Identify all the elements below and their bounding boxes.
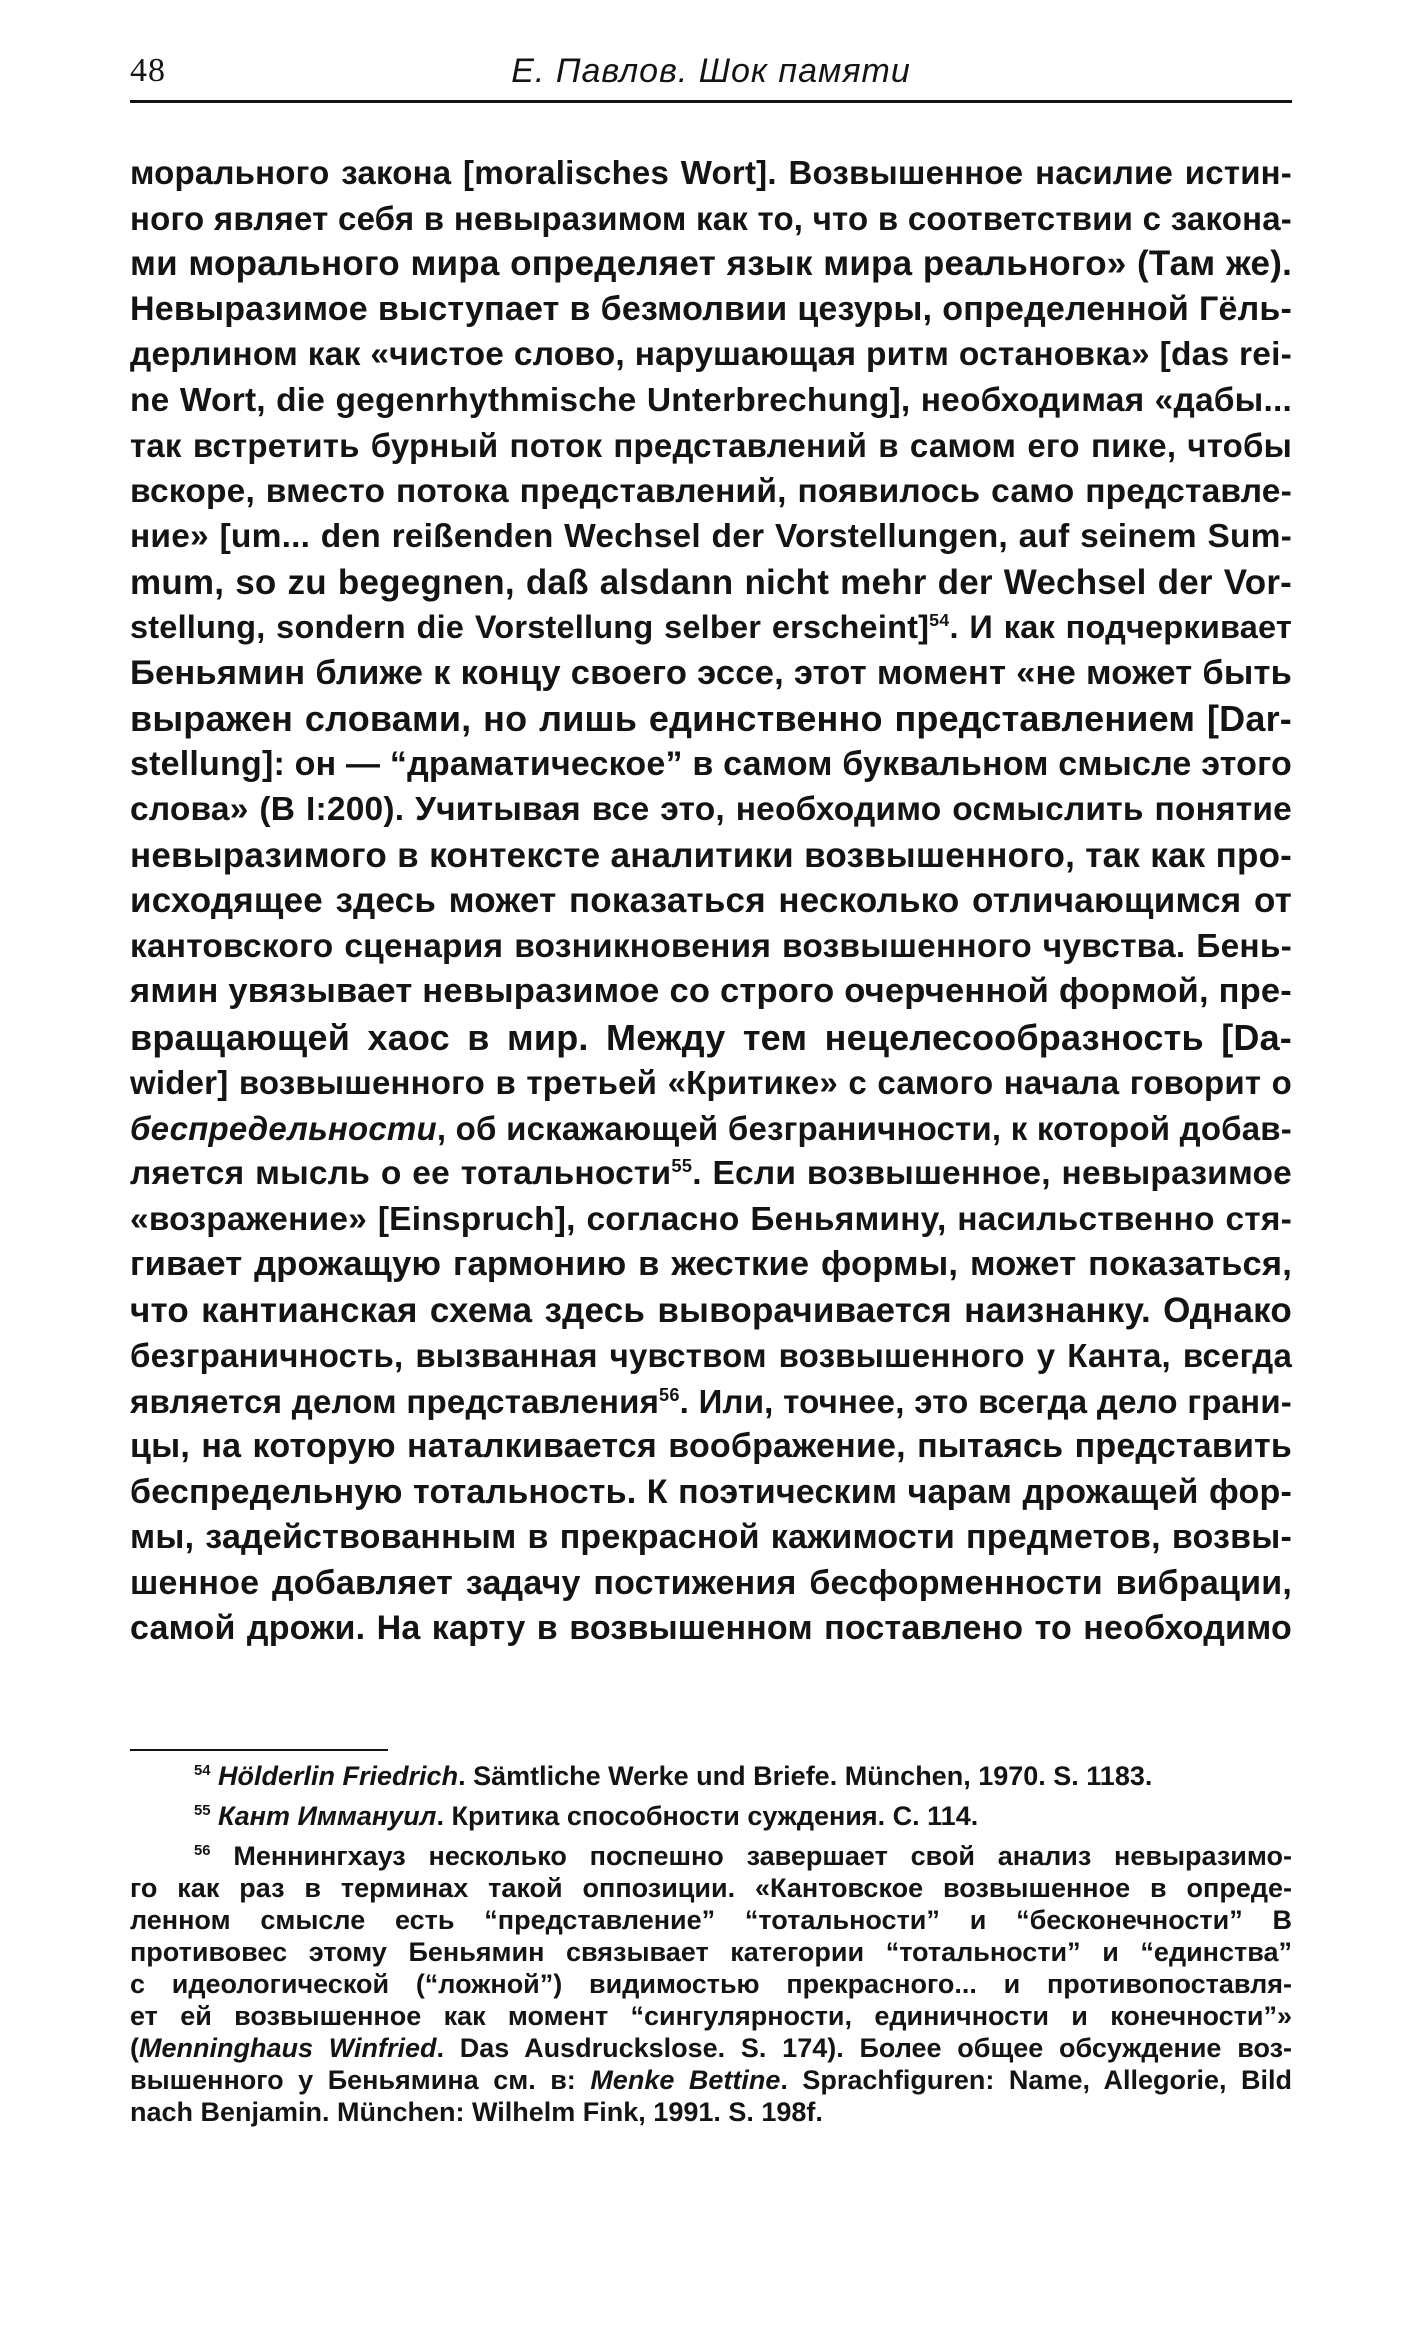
text-fragment: . Если возвышенное, невыразимое bbox=[692, 1155, 1292, 1192]
footnote-ref-56: 56 bbox=[659, 1384, 680, 1405]
footnote-text: Меннингхауз несколько поспешно завершает свой анализ невыразимо- bbox=[233, 1841, 1292, 1871]
text-line bbox=[130, 1106, 1292, 1152]
footnote-ref-55: 55 bbox=[671, 1154, 693, 1176]
text-line: мы, задействованным в прекрасной кажимости предметов, возвы- bbox=[130, 1518, 1292, 1556]
footnote-author: Menke Bettine bbox=[590, 2065, 781, 2095]
running-title: Е. Павлов. Шок памяти bbox=[511, 52, 911, 90]
main-text bbox=[130, 150, 1292, 1652]
footnote-author: Menninghaus Winfried bbox=[139, 2033, 437, 2063]
text-line: вращающей хаос в мир. Между тем нецелесообразность [Da- bbox=[130, 1016, 1292, 1058]
text-line: беспредельную тотальность. К поэтическим чарам дрожащей фор- bbox=[130, 1472, 1292, 1511]
header-rule bbox=[130, 100, 1292, 103]
text-line: слова» (B I:200). Учитывая все это, необходимо осмыслить понятие bbox=[130, 791, 1292, 828]
running-head bbox=[130, 52, 1292, 102]
text-line: морального закона [moralisches Wort]. Возвышенное насилие истин- bbox=[130, 154, 1292, 191]
text-line: исходящее здесь может показаться несколько отличающимся от bbox=[130, 881, 1292, 920]
text-line: так встретить бурный поток представлений в самом его пике, чтобы bbox=[130, 427, 1292, 464]
text-line: что кантианская схема здесь выворачивается наизнанку. Однако bbox=[130, 1290, 1292, 1330]
text-fragment: является делом представления bbox=[130, 1382, 660, 1420]
footnote-author: Hölderlin Friedrich bbox=[218, 1761, 459, 1791]
text-line: ного являет себя в невыразимом как то, что в соответствии с закона- bbox=[130, 199, 1292, 237]
footnote-line: го как раз в терминах такой оппозиции. «Кантовское возвышенное в опреде- bbox=[130, 1873, 1292, 1903]
text-line bbox=[130, 605, 1292, 651]
text-fragment: . Или, точнее, это всегда дело грани- bbox=[679, 1382, 1292, 1420]
emphasis-text: беспредельности bbox=[130, 1109, 437, 1147]
text-line: mum, so zu begegnen, daß alsdann nicht mehr der Wechsel der Vor- bbox=[130, 562, 1292, 602]
text-line bbox=[130, 1151, 1292, 1197]
text-fragment: , об искажающей безграничности, к которой добав- bbox=[436, 1109, 1292, 1147]
footnote-text: . Sämtliche Werke und Briefe. München, 1970. S. 1183. bbox=[458, 1761, 1153, 1791]
footnote-line: ет ей возвышенное как момент “сингулярности, единичности и конечности”» bbox=[130, 2001, 1292, 2031]
text-line: цы, на которую наталкивается воображение, пытаясь представить bbox=[130, 1427, 1292, 1465]
text-fragment: stellung, sondern die Vorstellung selber erscheint] bbox=[130, 609, 930, 645]
footnote-author: Кант Иммануил bbox=[218, 1801, 437, 1831]
footnote-text: . Критика способности суждения. С. 114. bbox=[436, 1801, 979, 1831]
text-line: гивает дрожащую гармонию в жесткие формы, может показаться, bbox=[130, 1245, 1292, 1283]
footnote-mark: 55 bbox=[194, 1803, 211, 1819]
footnote-mark: 56 bbox=[194, 1843, 211, 1859]
text-line: stellung]: он — “драматическое” в самом буквальном смысле этого bbox=[130, 744, 1292, 783]
text-line: самой дрожи. На карту в возвышенном поставлено то необходимо bbox=[130, 1609, 1292, 1647]
text-fragment: ляется мысль о ее тотальности bbox=[130, 1155, 672, 1192]
text-line bbox=[130, 1379, 1292, 1425]
text-line: кантовского сценария возникновения возвышенного чувства. Бень- bbox=[130, 927, 1292, 965]
footnote-text: . Sprachfiguren: Name, Allegorie, Bild bbox=[780, 2065, 1293, 2095]
footnote-55 bbox=[130, 1800, 1292, 1832]
text-line: невыразимого в контексте аналитики возвышенного, так как про- bbox=[130, 835, 1292, 875]
footnote-line: с идеологической (“ложной”) видимостью прекрасного... и противопоставля- bbox=[130, 1969, 1292, 1999]
text-line: шенное добавляет задачу постижения бесформенности вибрации, bbox=[130, 1563, 1292, 1602]
footnote-54 bbox=[130, 1760, 1292, 1792]
footnote-ref-54: 54 bbox=[929, 610, 950, 631]
text-fragment: . И как подчеркивает bbox=[949, 609, 1292, 645]
footnote-line: ленном смысле есть “представление” “тотальности” и “бесконечности” В bbox=[130, 1905, 1292, 1935]
footnote-line bbox=[130, 2064, 1292, 2096]
text-line: wider] возвышенного в третьей «Критике» с самого начала говорит о bbox=[130, 1064, 1292, 1101]
text-line: Невыразимое выступает в безмолвии цезуры, определенной Гёль- bbox=[130, 289, 1292, 328]
text-line: ние» [um... den reißenden Wechsel der Vorstellungen, auf seinem Sum- bbox=[130, 518, 1292, 555]
text-line: ямин увязывает невыразимое со строго очерченной формой, пре- bbox=[130, 972, 1292, 1010]
text-line: выражен словами, но лишь единственно представлением [Dar- bbox=[130, 698, 1292, 739]
footnote-line: (Menninghaus Winfried. Das Ausdruckslose. S. 174). Более общее обсуждение воз- bbox=[130, 2033, 1292, 2063]
footnote-mark: 54 bbox=[194, 1763, 211, 1779]
text-line: вскоре, вместо потока представлений, появилось само представле- bbox=[130, 472, 1292, 510]
text-line: ne Wort, die gegenrhythmische Unterbrechung], необходимая «дабы... bbox=[130, 381, 1292, 419]
footnote-line: противовес этому Беньямин связывает категории “тотальности” и “единства” bbox=[130, 1937, 1292, 1967]
text-line: дерлином как «чистое слово, нарушающая ритм остановка» [das rei- bbox=[130, 336, 1292, 373]
footnote-text: . Das Ausdruckslose. S. 174). Более общее обсуждение воз- bbox=[436, 2033, 1292, 2063]
text-line: «возражение» [Einspruch], согласно Беньямину, насильственно стя- bbox=[130, 1200, 1292, 1238]
text-line: ми морального мира определяет язык мира реального» (Там же). bbox=[130, 244, 1292, 283]
footnote-text: вышенного у Беньямина см. в: bbox=[130, 2065, 591, 2095]
footnote-56 bbox=[130, 1840, 1292, 1872]
text-line: Беньямин ближе к концу своего эссе, этот момент «не может быть bbox=[130, 653, 1292, 692]
footnote-line: nach Benjamin. München: Wilhelm Fink, 1991. S. 198f. bbox=[130, 2097, 823, 2127]
footnote-rule bbox=[130, 1749, 388, 1751]
page-number: 48 bbox=[130, 52, 166, 89]
text-line: безграничность, вызванная чувством возвышенного у Канта, всегда bbox=[130, 1337, 1292, 1374]
footnotes bbox=[130, 1760, 1292, 2128]
